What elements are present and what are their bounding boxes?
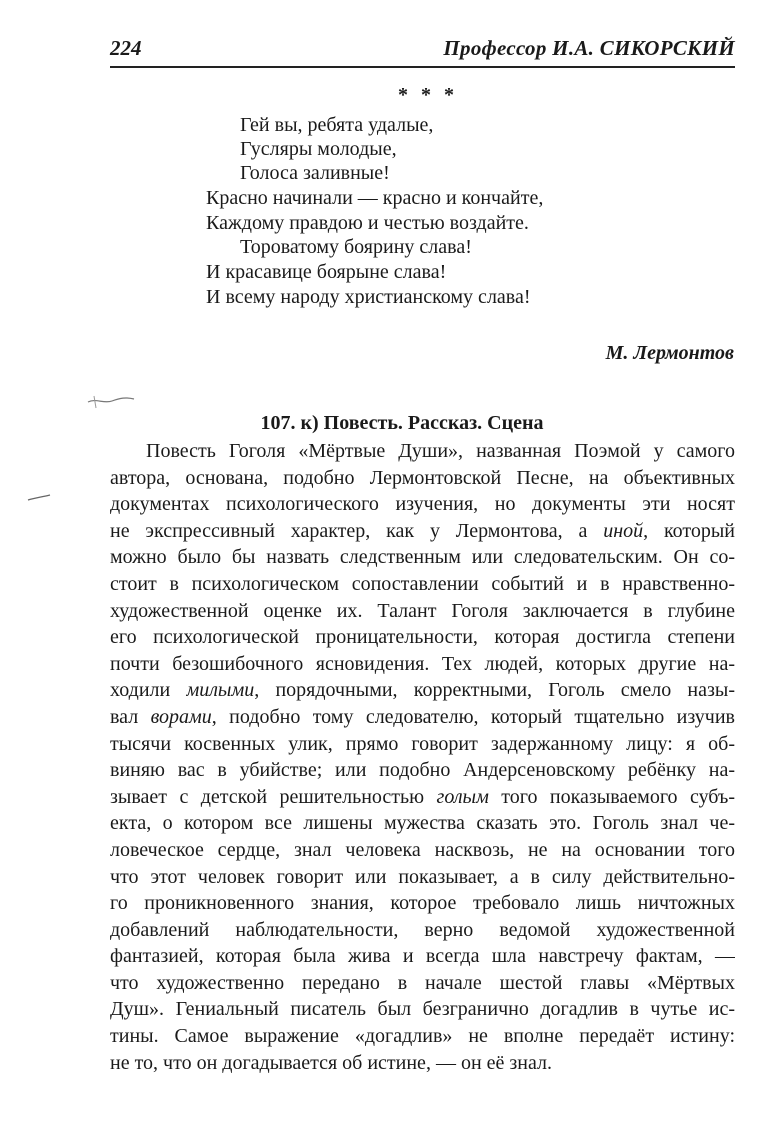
page-header: [110, 36, 735, 66]
pencil-mark-icon: [26, 492, 52, 504]
body-line: документах психологического изучения, но документы эти носят: [110, 493, 735, 516]
poem-author: М. Лермонтов: [605, 342, 734, 364]
body-line: го проникновенного знания, которое требовало лишь ничтожных: [110, 892, 735, 915]
running-title: Профессор И.А. СИКОРСКИЙ: [443, 36, 735, 60]
section-body: [110, 438, 735, 1076]
body-line: вал ворами, подобно тому следователю, который тщательно изучив: [110, 705, 735, 728]
body-line: что художественно передано в начале шестой главы «Мёртвых: [110, 971, 735, 994]
body-line: Повесть Гоголя «Мёртвые Души», названная Поэмой у самого: [146, 440, 735, 462]
poem-line: Гей вы, ребята удалые,: [240, 114, 434, 136]
body-line: не то, что он догадывается об истине, — он её знал.: [110, 1051, 553, 1074]
poem-line: Голоса заливные!: [240, 162, 390, 184]
body-line: его психологической проницательности, которая достигла степени: [110, 626, 735, 649]
body-line: екта, о котором все лишены мужества сказать это. Гоголь знал че-: [110, 812, 735, 835]
body-line: стоит в психологическом сопоставлении событий и в нравственно-: [110, 572, 735, 595]
page-number: 224: [110, 36, 142, 60]
body-line: автора, основана, подобно Лермонтовской Песне, на объективных: [110, 466, 735, 489]
poem-stars-divider: * * *: [398, 84, 458, 106]
section-heading: 107. к) Повесть. Рассказ. Сцена: [260, 412, 544, 434]
body-line: что этот человек говорит или показывает, а в силу действительно-: [110, 865, 735, 888]
body-line: ходили милыми, порядочными, корректными, Гоголь смело назы-: [110, 679, 735, 702]
poem-line: И всему народу христианскому слава!: [206, 286, 531, 308]
poem-line: И красавице боярыне слава!: [206, 261, 447, 283]
body-line: зывает с детской решительностью голым того показываемого субъ-: [110, 785, 735, 808]
body-line: ловеческое сердце, знал человека насквозь, не на основании того: [110, 838, 735, 861]
body-line: почти безошибочного ясновидения. Тех людей, которых другие на-: [110, 652, 735, 675]
body-line: тины. Самое выражение «догадлив» не вполне передаёт истину:: [110, 1025, 735, 1048]
pencil-mark-icon: [84, 392, 136, 414]
body-line: фантазией, которая была жива и всегда шла навстречу фактам, —: [110, 945, 735, 968]
body-line: виняю вас в убийстве; или подобно Андерсеновскому ребёнку на-: [110, 759, 735, 782]
body-line: тысячи косвенных улик, прямо говорит задержанному лицу: я об-: [110, 732, 735, 755]
body-line: Душ». Гениальный писатель был безгранично догадлив в чутье ис-: [110, 998, 735, 1021]
poem-line: Тороватому боярину слава!: [240, 236, 472, 258]
body-line: можно было бы назвать следственным или следовательским. Он со-: [110, 546, 735, 569]
poem-line: Красно начинали — красно и кончайте,: [206, 187, 544, 209]
poem-line: Гусляры молодые,: [240, 138, 397, 160]
body-line: добавлений наблюдательности, верно ведомой художественной: [110, 918, 735, 941]
body-line: не экспрессивный характер, как у Лермонтова, а иной, который: [110, 519, 735, 542]
body-line: художественной оценке их. Талант Гоголя заключается в глубине: [110, 599, 735, 622]
header-rule: [110, 66, 735, 68]
poem-line: Каждому правдою и честью воздайте.: [206, 212, 529, 234]
